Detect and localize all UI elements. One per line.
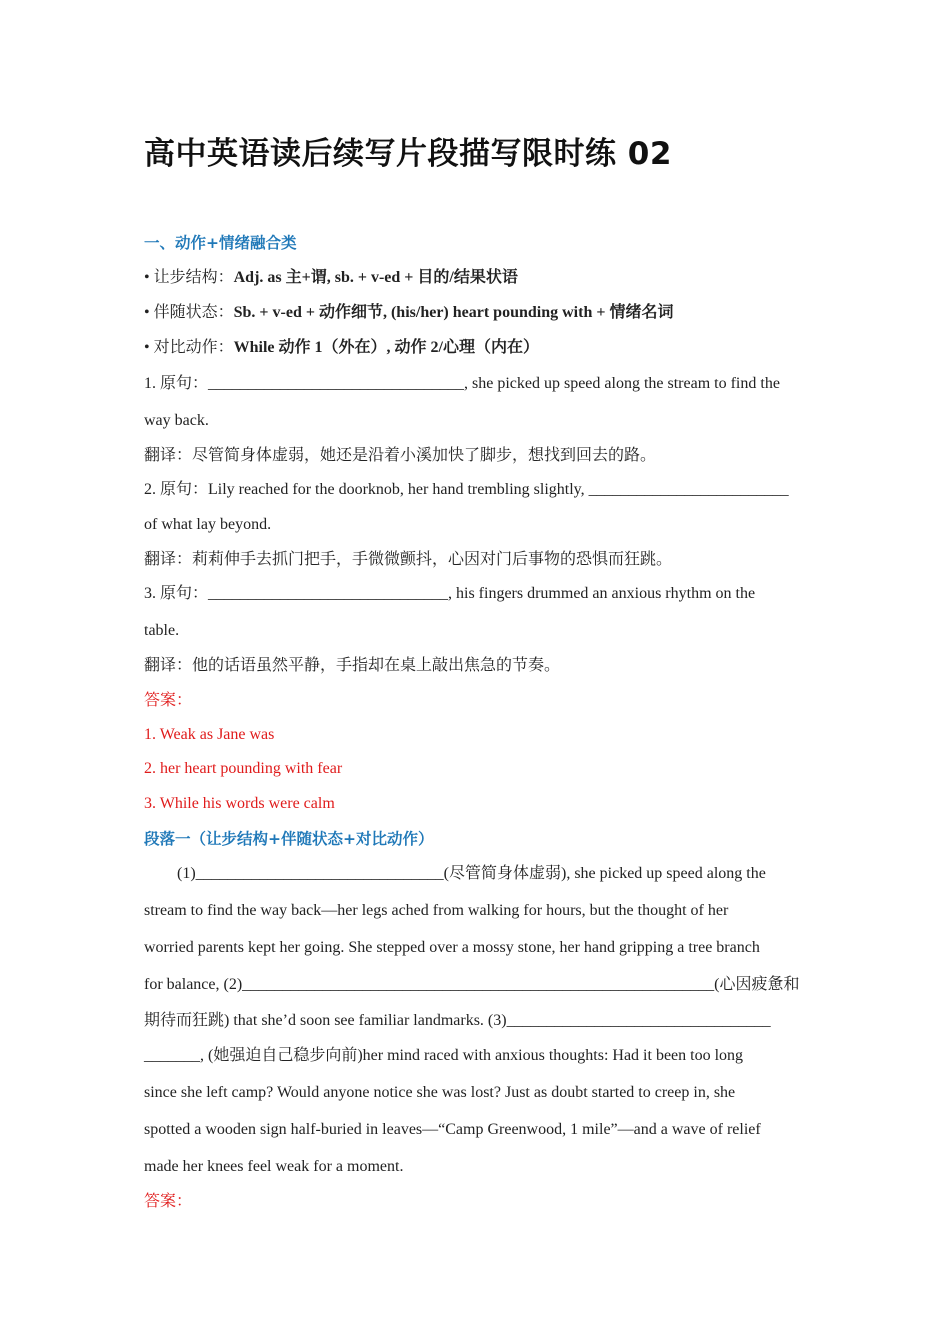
bullet-concession (144, 268, 518, 288)
paragraph-line: for balance, (2)___________________________________________________________(心因疲惫和 (144, 976, 800, 993)
bullet-content: Sb. + v-ed + 动作细节, (his/her) heart pounding with + 情绪名词 (233, 304, 674, 321)
question-3-line-1: 3. 原句：______________________________, his fingers drummed an anxious rhythm on the (144, 585, 756, 602)
paragraph-line: worried parents kept her going. She stepped over a mossy stone, her hand gripping a tree branch (144, 939, 760, 956)
question-2-translation: 翻译：莉莉伸手去抓门把手，手微微颤抖，心因对门后事物的恐惧而狂跳。 (144, 551, 673, 568)
bullet-contrast (144, 338, 539, 358)
bullet-accompany (144, 303, 673, 323)
question-2-line-2: of what lay beyond. (144, 516, 272, 533)
page-title: 高中英语读后续写片段描写限时练 02 (144, 136, 672, 172)
question-1-line-2: way back. (144, 412, 209, 429)
question-1-translation: 翻译：尽管简身体虚弱，她还是沿着小溪加快了脚步，想找到回去的路。 (144, 447, 657, 464)
bullet-content: Adj. as 主+谓, sb. + v-ed + 目的/结果状语 (233, 269, 518, 286)
question-1-line-1: 1. 原句：________________________________, she picked up speed along the stream to find the (144, 375, 780, 392)
paragraph-line: stream to find the way back—her legs ached from walking for hours, but the thought of her (144, 902, 729, 919)
paragraph-line: since she left camp? Would anyone notice she was lost? Just as doubt started to creep in, she (144, 1084, 736, 1101)
bullet-label: • 伴随状态： (144, 304, 234, 321)
paragraph-heading: 段落一（让步结构+伴随状态+对比动作） (144, 830, 434, 848)
section-heading: 一、动作+情绪融合类 (144, 234, 297, 252)
bullet-label: • 对比动作： (144, 339, 234, 356)
paragraph-answer-label: 答案： (144, 1193, 193, 1210)
paragraph-line: made her knees feel weak for a moment. (144, 1158, 404, 1175)
question-3-line-2: table. (144, 622, 180, 639)
answer-2: 2. her heart pounding with fear (144, 760, 343, 777)
paragraph-line: spotted a wooden sign half-buried in leaves—“Camp Greenwood, 1 mile”—and a wave of relief (144, 1121, 761, 1138)
answer-1: 1. Weak as Jane was (144, 726, 275, 743)
question-3-translation: 翻译：他的话语虽然平静，手指却在桌上敲出焦急的节奏。 (144, 657, 561, 674)
paragraph-line: _______, (她强迫自己稳步向前)her mind raced with anxious thoughts: Had it been too long (144, 1047, 744, 1064)
answer-label: 答案： (144, 692, 193, 709)
bullet-content: While 动作 1（外在）, 动作 2/心理（内在） (233, 339, 539, 356)
paragraph-line: (1)_______________________________(尽管简身体虚弱), she picked up speed along the (177, 865, 766, 882)
bullet-label: • 让步结构： (144, 269, 234, 286)
answer-3: 3. While his words were calm (144, 795, 335, 812)
paragraph-line: 期待而狂跳) that she’d soon see familiar landmarks. (3)_________________________________ (144, 1012, 771, 1029)
question-2-line-1: 2. 原句：Lily reached for the doorknob, her hand trembling slightly, _________________________ (144, 481, 789, 498)
